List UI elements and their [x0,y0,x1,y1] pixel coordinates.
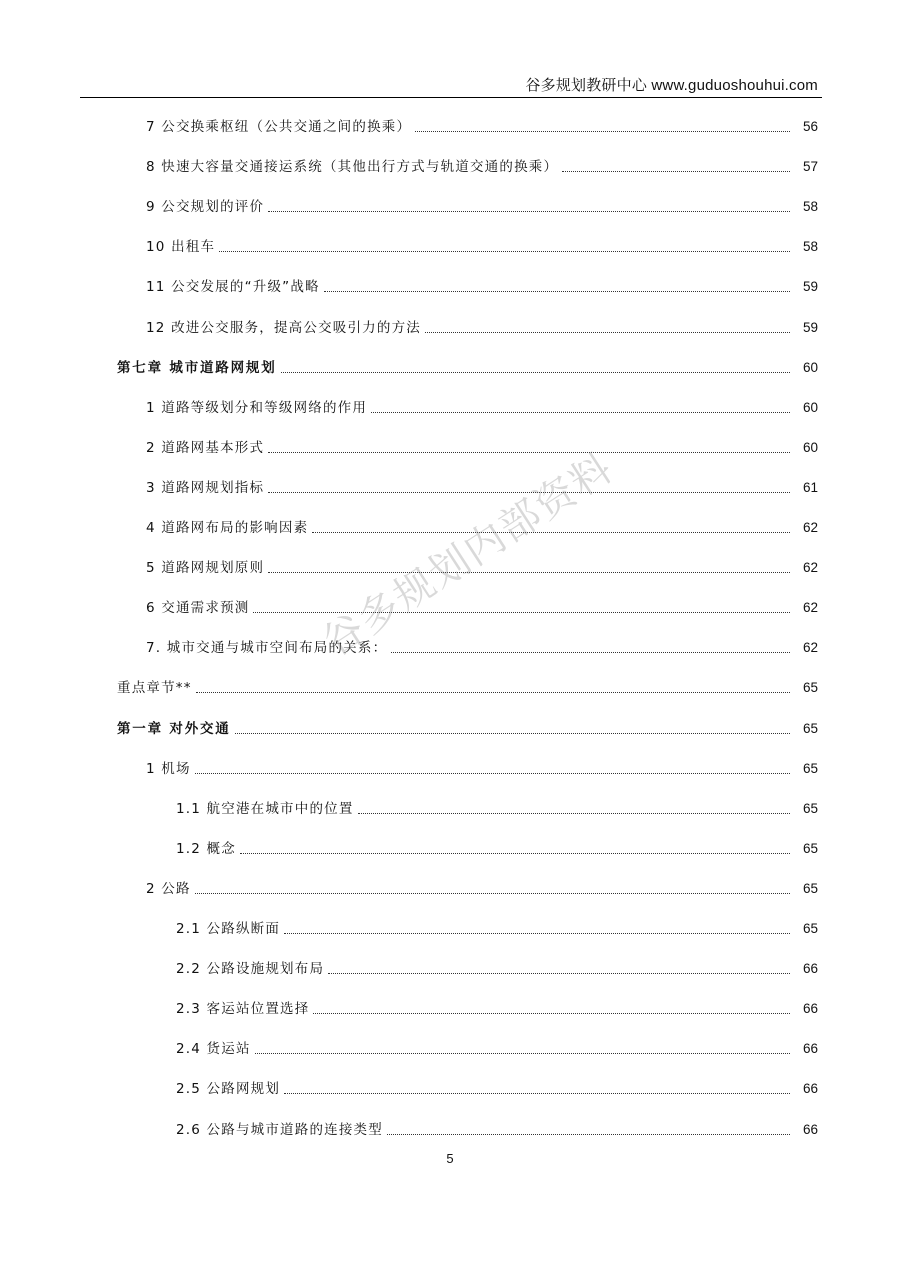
toc-entry-page: 57 [802,159,818,175]
toc-entry[interactable] [0,996,900,1018]
toc-entry-page: 66 [802,1001,818,1017]
toc-entry-title: 第一章 对外交通 [117,720,231,737]
toc-dot-leader [196,692,790,693]
toc-dot-leader [425,332,790,333]
toc-entry[interactable] [0,595,900,617]
toc-entry[interactable] [0,154,900,176]
toc-entry-title: 1 道路等级划分和等级网络的作用 [146,399,368,416]
toc-entry-title: 5 道路网规划原则 [146,560,265,577]
toc-entry-page: 61 [802,479,818,495]
toc-entry-page: 62 [802,600,818,616]
toc-dot-leader [312,532,790,533]
toc-entry[interactable] [0,515,900,537]
toc-dot-leader [313,1013,790,1014]
toc-dot-leader [268,452,790,453]
toc-entry-title: 2.1 公路纵断面 [176,921,281,937]
toc-entry-page: 65 [802,921,818,936]
toc-entry-page: 62 [802,560,818,576]
toc-entry-page: 58 [802,199,818,215]
toc-entry-page: 62 [802,640,818,656]
toc-entry-page: 60 [802,439,818,455]
toc-entry[interactable] [0,1036,900,1058]
toc-dot-leader [195,893,790,894]
toc-entry-title: 9 公交规划的评价 [146,199,265,216]
toc-entry-title: 12 改进公交服务，提高公交吸引力的方法 [146,319,421,336]
toc-entry[interactable] [0,315,900,337]
toc-entry-title: 2.5 公路网规划 [176,1081,281,1098]
toc-dot-leader [240,853,790,854]
toc-entry-page: 65 [802,840,818,856]
toc-dot-leader [235,733,790,734]
toc-dot-leader [415,131,790,132]
toc-dot-leader [268,572,790,573]
toc-entry-page: 65 [802,720,818,736]
toc-entry-title: 6 交通需求预测 [146,600,250,617]
toc-entry-title: 2.2 公路设施规划布局 [176,961,325,978]
toc-entry[interactable] [0,716,900,738]
toc-entry-page: 66 [802,961,818,977]
watermark: 谷多规划内部资料 [314,444,622,667]
toc-entry-title: 1 机场 [146,760,191,777]
toc-dot-leader [371,412,790,413]
toc-dot-leader [195,773,790,774]
toc-entry[interactable] [0,1117,900,1139]
toc-dot-leader [253,612,790,613]
header-divider [80,97,822,98]
toc-entry-page: 66 [802,1081,818,1097]
toc-entry-title: 重点章节** [117,680,192,697]
toc-entry[interactable] [0,234,900,256]
toc-entry[interactable] [0,1076,900,1098]
toc-entry-title: 3 道路网规划指标 [146,479,265,496]
toc-entry-page: 56 [802,119,818,134]
toc-dot-leader [268,492,790,493]
toc-entry-title: 7. 城市交通与城市空间布局的关系： [146,640,388,657]
page-header: 谷多规划教研中心 www.guduoshouhui.com [525,77,818,94]
toc-dot-leader [358,813,790,814]
toc-entry-page: 65 [802,800,818,816]
toc-entry[interactable] [0,836,900,858]
toc-entry-title: 8 快速大容量交通接运系统（其他出行方式与轨道交通的换乘） [146,159,559,176]
toc-entry-page: 60 [802,399,818,415]
toc-entry-title: 2.6 公路与城市道路的连接类型 [176,1121,383,1138]
toc-entry-title: 4 道路网布局的影响因素 [146,520,309,536]
toc-dot-leader [387,1134,790,1135]
toc-entry[interactable] [0,635,900,657]
toc-entry[interactable] [0,756,900,778]
toc-dot-leader [284,1093,790,1094]
toc-dot-leader [268,211,790,212]
toc-entry-page: 66 [802,1121,818,1137]
toc-dot-leader [255,1053,790,1054]
toc-entry-title: 2 公路 [146,880,191,897]
toc-entry-title: 第七章 城市道路网规划 [117,359,277,376]
toc-entry[interactable] [0,876,900,898]
toc-entry[interactable] [0,114,900,136]
toc-entry-title: 2.4 货运站 [176,1041,251,1058]
toc-entry-page: 66 [802,1041,818,1057]
toc-entry-title: 1.1 航空港在城市中的位置 [176,800,354,817]
toc-entry-page: 59 [802,279,818,295]
toc-entry-title: 2 道路网基本形式 [146,439,265,456]
toc-entry-title: 1.2 概念 [176,840,236,857]
toc-entry-title: 11 公交发展的“升级”战略 [146,279,320,296]
toc-dot-leader [328,973,790,974]
toc-entry-title: 10 出租车 [146,239,216,256]
toc-entry-title: 7 公交换乘枢纽（公共交通之间的换乘） [146,119,412,135]
toc-entry-page: 65 [802,680,818,696]
toc-entry[interactable] [0,796,900,818]
toc-entry[interactable] [0,475,900,497]
toc-dot-leader [391,652,790,653]
toc-entry[interactable] [0,194,900,216]
toc-entry[interactable] [0,355,900,377]
toc-entry-page: 60 [802,359,818,375]
toc-dot-leader [562,171,790,172]
toc-entry-page: 59 [802,319,818,335]
toc-entry-page: 62 [802,520,818,535]
toc-dot-leader [219,251,790,252]
toc-entry[interactable] [0,274,900,296]
toc-entry[interactable] [0,916,900,938]
toc-dot-leader [281,372,791,373]
toc-entry-title: 2.3 客运站位置选择 [176,1001,310,1018]
toc-dot-leader [324,291,790,292]
toc-entry-page: 65 [802,760,818,776]
toc-entry[interactable] [0,956,900,978]
toc-entry[interactable] [0,555,900,577]
toc-entry-page: 65 [802,880,818,896]
page-number: 5 [446,1151,454,1166]
toc-dot-leader [284,933,790,934]
toc-entry-page: 58 [802,239,818,255]
toc-entry[interactable] [0,675,900,697]
toc-entry[interactable] [0,435,900,457]
toc-entry[interactable] [0,395,900,417]
